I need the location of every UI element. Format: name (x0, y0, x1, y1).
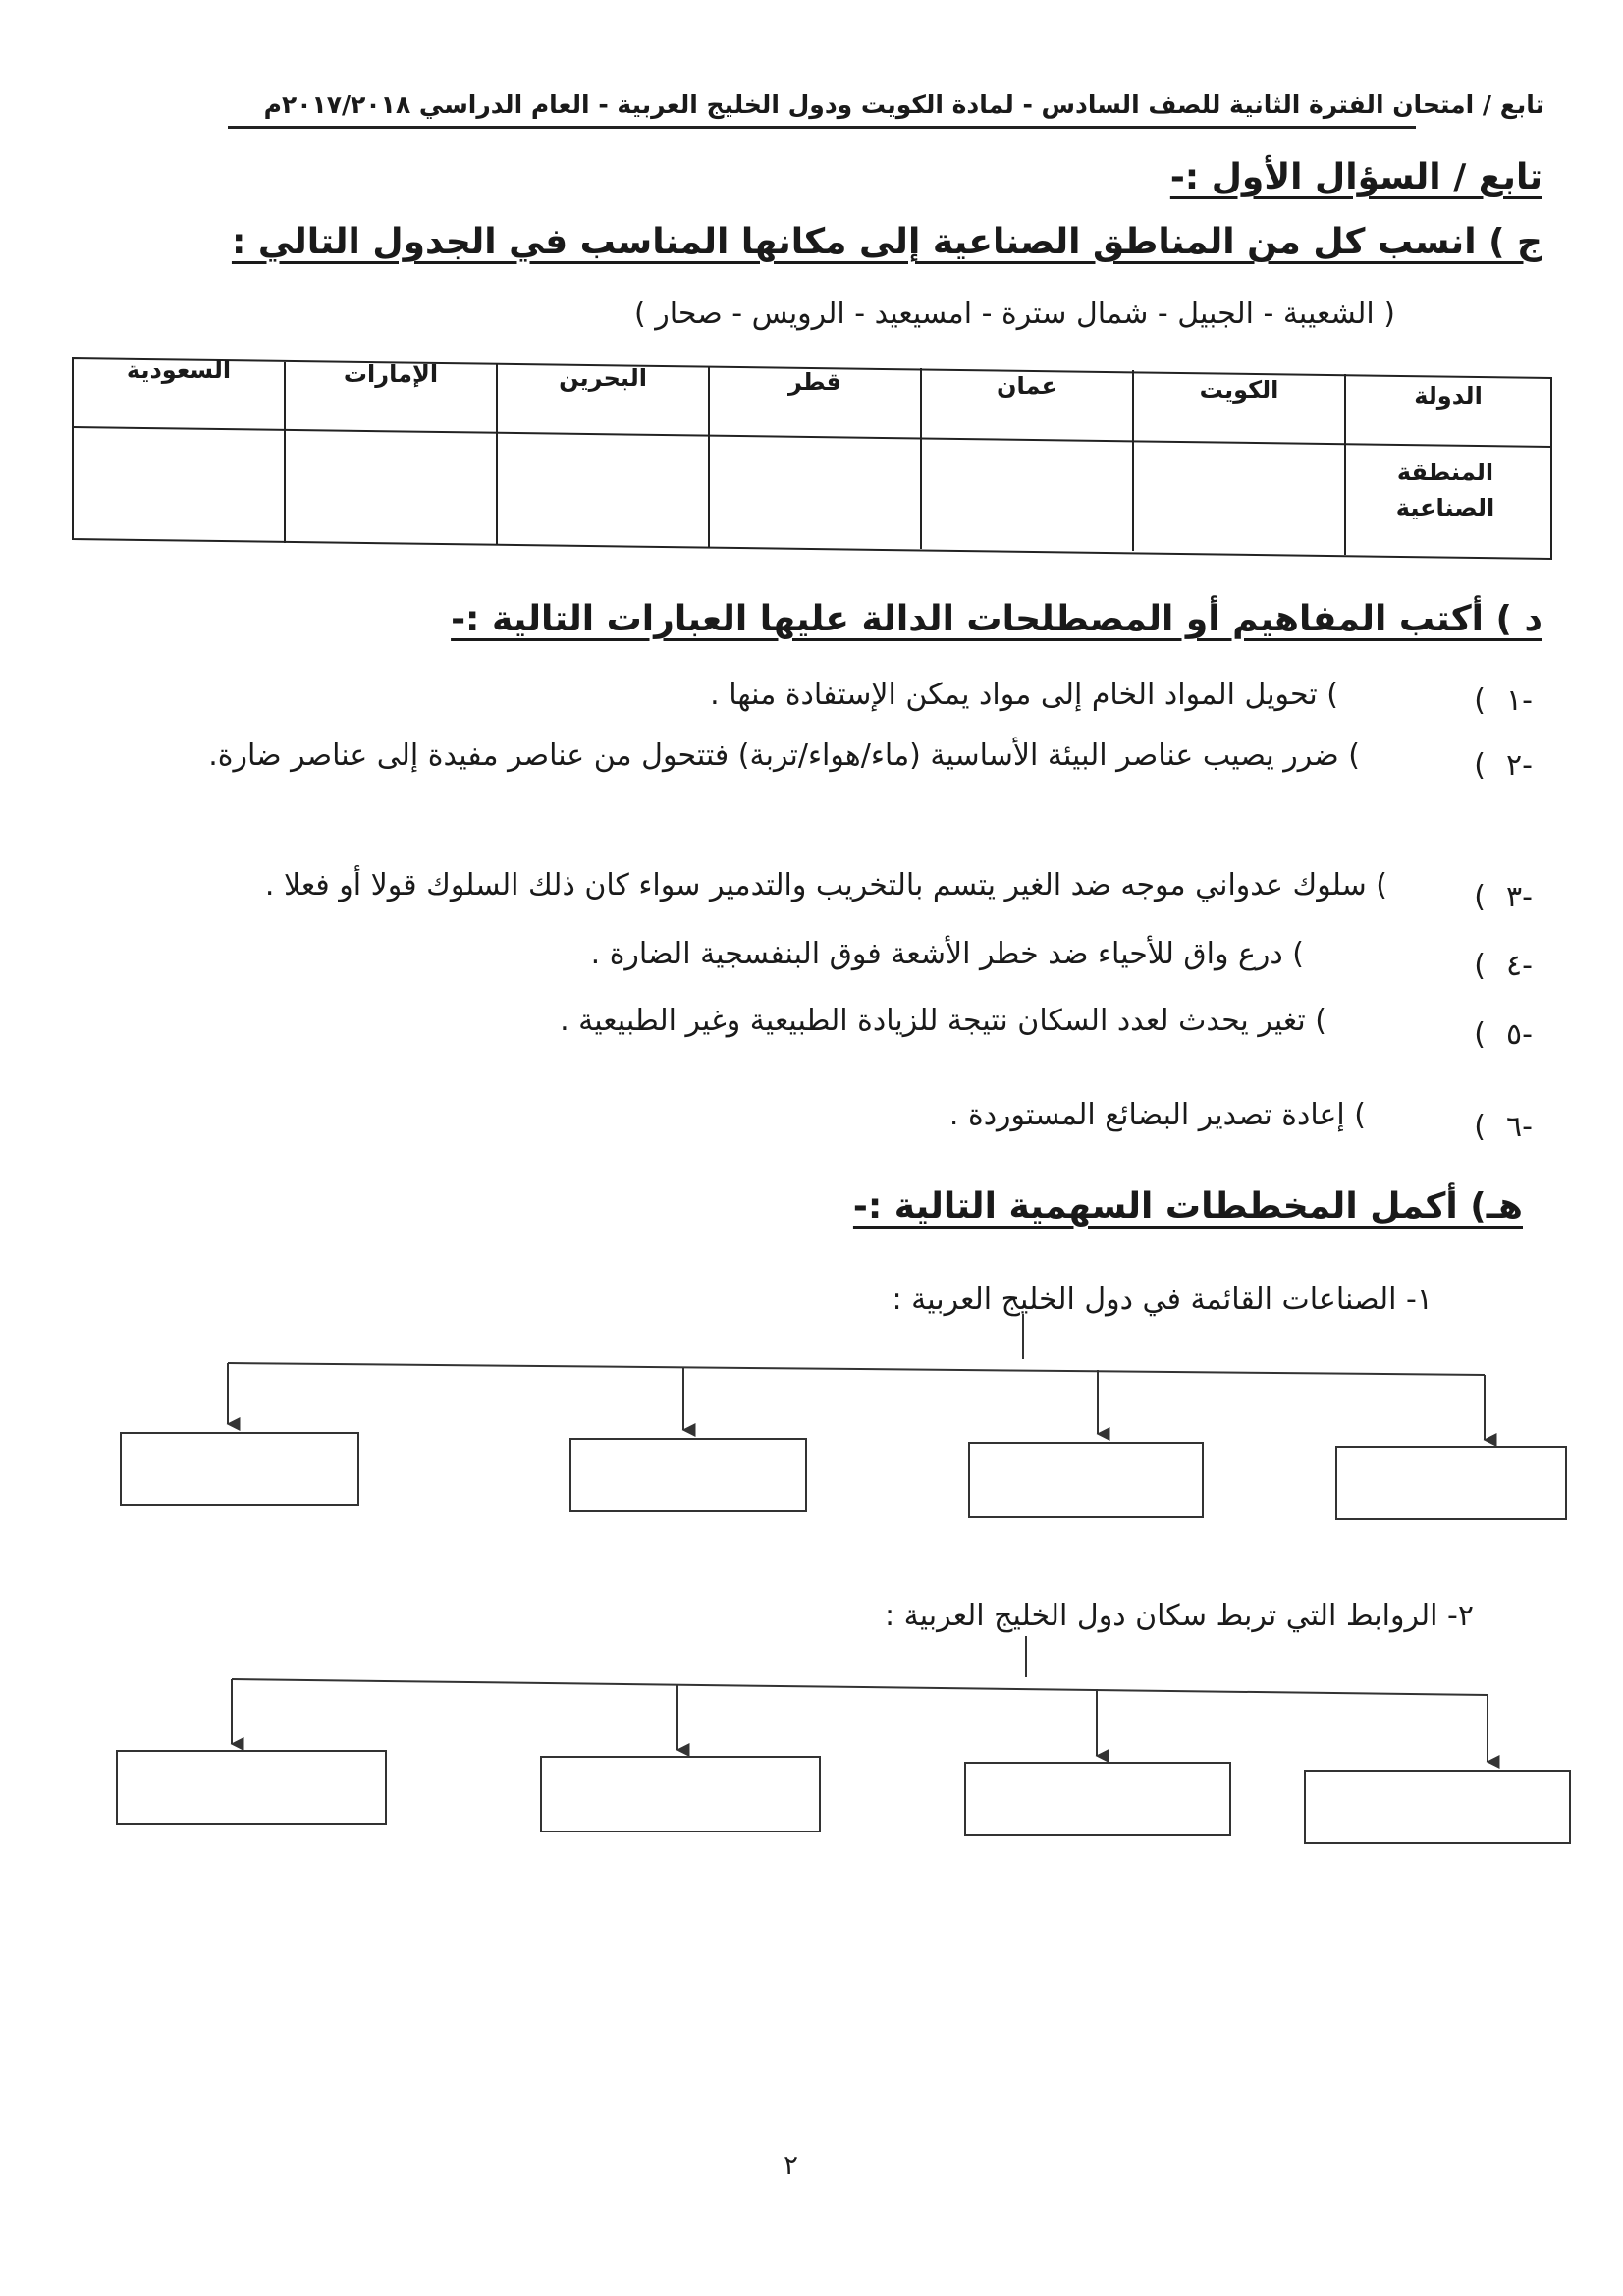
diagram-2-box-4[interactable] (116, 1750, 387, 1825)
page-number: ٢ (784, 2149, 799, 2181)
country-oman: عمان (997, 372, 1057, 400)
item-3-blank-open[interactable]: ( (1474, 880, 1486, 914)
continuation-heading: تابع / السؤال الأول :- (1169, 157, 1542, 197)
item-4-text: ) درع واق للأحياء ضد خطر الأشعة فوق البنفسجية الضارة . (590, 937, 1304, 971)
diagram-1-box-3[interactable] (569, 1438, 807, 1512)
diagram-2-box-1[interactable] (1304, 1770, 1571, 1844)
item-1-text: ) تحويل المواد الخام إلى مواد يمكن الإستفادة منها . (710, 678, 1338, 712)
country-saudi: السعودية (126, 356, 232, 384)
item-5-text: ) تغير يحدث لعدد السكان نتيجة للزيادة الطبيعية وغير الطبيعية . (560, 1004, 1326, 1038)
country-qatar: قطر (787, 368, 842, 396)
item-2-text: ) ضرر يصيب عناصر البيئة الأساسية (ماء/هواء/تربة) فتتحول من عناصر مفيدة إلى عناصر ضارة. (208, 738, 1360, 773)
diagram-2-box-3[interactable] (540, 1756, 821, 1832)
item-3-text: ) سلوك عدواني موجه ضد الغير يتسم بالتخريب والتدمير سواء كان ذلك السلوك قولا أو فعلا . (264, 868, 1387, 902)
diagram-1-label: ١- الصناعات القائمة في دول الخليج العربية : (892, 1283, 1433, 1317)
country-kuwait: الكويت (1199, 376, 1279, 404)
country-uae: الإمارات (343, 360, 439, 388)
table-header-industrial-zone: المنطقة الصناعية (1395, 459, 1495, 521)
diagram-2-label: ٢- الروابط التي تربط سكان دول الخليج العربية : (885, 1599, 1474, 1633)
item-2-blank-open[interactable]: ( (1474, 748, 1486, 783)
section-d-title: د ) أكتب المفاهيم أو المصطلحات الدالة عليها العبارات التالية :- (451, 599, 1542, 639)
item-6-blank-open[interactable]: ( (1474, 1110, 1486, 1144)
section-e-title: هـ) أكمل المخططات السهمية التالية :- (852, 1186, 1523, 1227)
item-5-number: ٥- (1506, 1017, 1533, 1052)
exam-header: تابع / امتحان الفترة الثانية للصف السادس - لمادة الكويت ودول الخليج العربية - العام الدراسي ٢٠١٧/٢٠١٨م (263, 90, 1544, 119)
item-3-number: ٣- (1506, 880, 1533, 914)
item-6-text: ) إعادة تصدير البضائع المستوردة . (948, 1098, 1366, 1132)
diagram-1-bar (228, 1363, 1485, 1375)
item-4-blank-open[interactable]: ( (1474, 949, 1486, 983)
diagram-2-box-2[interactable] (964, 1762, 1231, 1836)
item-6-number: ٦- (1506, 1110, 1533, 1144)
table-header-country: الدولة (1414, 382, 1483, 410)
item-2-number: ٢- (1506, 748, 1533, 783)
item-4-number: ٤- (1506, 949, 1533, 983)
country-bahrain: البحرين (559, 364, 647, 392)
diagram-1-box-1[interactable] (1335, 1446, 1567, 1520)
item-5-blank-open[interactable]: ( (1474, 1017, 1486, 1052)
diagram-1-box-4[interactable] (120, 1432, 359, 1506)
diagram-1-box-2[interactable] (968, 1442, 1204, 1518)
section-c-options: ( الشعيبة - الجبيل - شمال سترة - امسيعيد - الرويس - صحار ) (633, 297, 1395, 331)
section-c-title: ج ) انسب كل من المناطق الصناعية إلى مكانها المناسب في الجدول التالي : (231, 222, 1542, 262)
item-1-blank-open[interactable]: ( (1474, 683, 1486, 718)
diagram-2-bar (232, 1679, 1488, 1695)
item-1-number: ١- (1506, 683, 1533, 718)
